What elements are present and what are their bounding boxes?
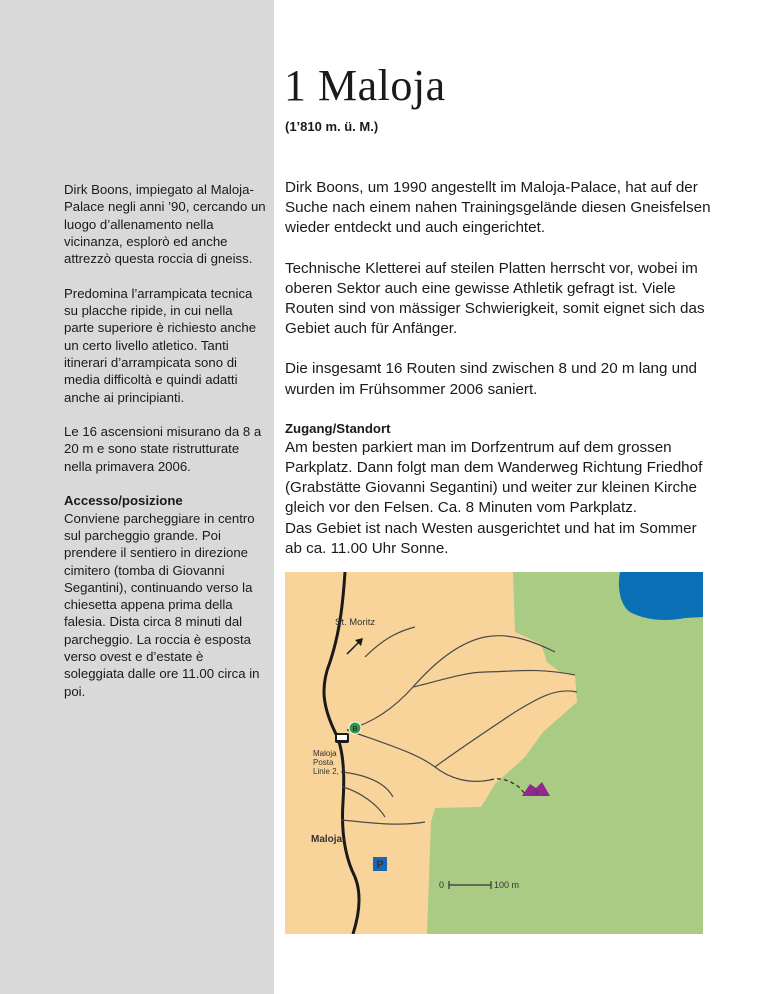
german-access-heading: Zugang/Standort bbox=[285, 420, 391, 436]
area-map bbox=[285, 572, 703, 934]
italian-paragraph-2: Predomina l’arrampicata tecnica su placche ripide, in cui nella parte superiore è richiesto anche un certo livello atletico. Tanti itinerari d’arrampicata sono di media difficoltà e quindi adatti anche ai principianti. bbox=[64, 285, 257, 405]
map-bus-stop-line2: Posta bbox=[313, 758, 334, 767]
crag-marker-number: 1 bbox=[534, 790, 538, 796]
italian-access-text: Conviene parcheggiare in centro sul parcheggio grande. Poi prendere il sentiero in direzione cimitero (tomba di Giovanni Segantini), continuando verso la chiesetta appena prima della falesia. Dista circa 8 minuti dal parcheggio. La roccia è esposta verso ovest e d’estate è soleggiata dalle ore 11.00 circa in poi. bbox=[64, 510, 260, 699]
altitude-subtitle: (1’810 m. ü. M.) bbox=[285, 119, 379, 134]
german-access-text-1: Am besten parkiert man im Dorfzentrum auf dem grossen Parkplatz. Dann folgt man dem Wanderweg Richtung Friedhof (Grabstätte Giovanni Segantini) und weiter zur kleinen Kirche gleich vor den Felsen. Ca. 8 Minuten vom Parkplatz. bbox=[285, 438, 703, 517]
page-title: 1 Maloja bbox=[284, 61, 446, 110]
map-label-village: Maloja bbox=[311, 834, 343, 845]
german-access-text-2: Das Gebiet ist nach Westen ausgerichtet und hat im Sommer ab ca. 11.00 Uhr Sonne. bbox=[285, 519, 697, 557]
italian-access-heading: Accesso/posizione bbox=[64, 493, 183, 509]
map-bus-stop-line1: Maloja bbox=[313, 749, 337, 758]
map-scale-start: 0 bbox=[439, 880, 445, 890]
bus-badge-label: B bbox=[352, 726, 358, 733]
german-paragraph-3: Die insgesamt 16 Routen sind zwischen 8 und 20 m lang und wurden im Frühsommer 2006 saniert. bbox=[285, 360, 697, 398]
italian-paragraph-1: Dirk Boons, impiegato al Maloja-Palace negli anni ’90, cercando un luogo d’allenamento nella vicinanza, esplorò ed anche attrezzò questa roccia di gneiss. bbox=[64, 182, 266, 267]
german-paragraph-2: Technische Kletterei auf steilen Platten herrscht vor, wobei im oberen Sektor auch eine gewisse Athletik gefragt ist. Viele Routen sind von mässiger Schwierigkeit, somit eignet sich das Gebiet auch für Anfänger. bbox=[285, 259, 705, 338]
map-bus-stop-line3: Linie 2, 4 bbox=[313, 767, 346, 776]
german-column bbox=[285, 178, 715, 559]
parking-symbol: P bbox=[376, 859, 384, 871]
italian-column bbox=[64, 181, 266, 717]
map-label-st-moritz: St. Moritz bbox=[335, 617, 376, 628]
map-scale-end: 100 m bbox=[494, 880, 520, 890]
german-paragraph-1: Dirk Boons, um 1990 angestellt im Maloja-Palace, hat auf der Suche nach einem nahen Trainingsgelände diesen Gneisfelsen wieder entdeckt und auch eingerichtet. bbox=[285, 179, 711, 237]
italian-paragraph-3: Le 16 ascensioni misurano da 8 a 20 m e sono state ristrutturate nella primavera 2006. bbox=[64, 424, 262, 474]
map-svg bbox=[285, 572, 703, 934]
